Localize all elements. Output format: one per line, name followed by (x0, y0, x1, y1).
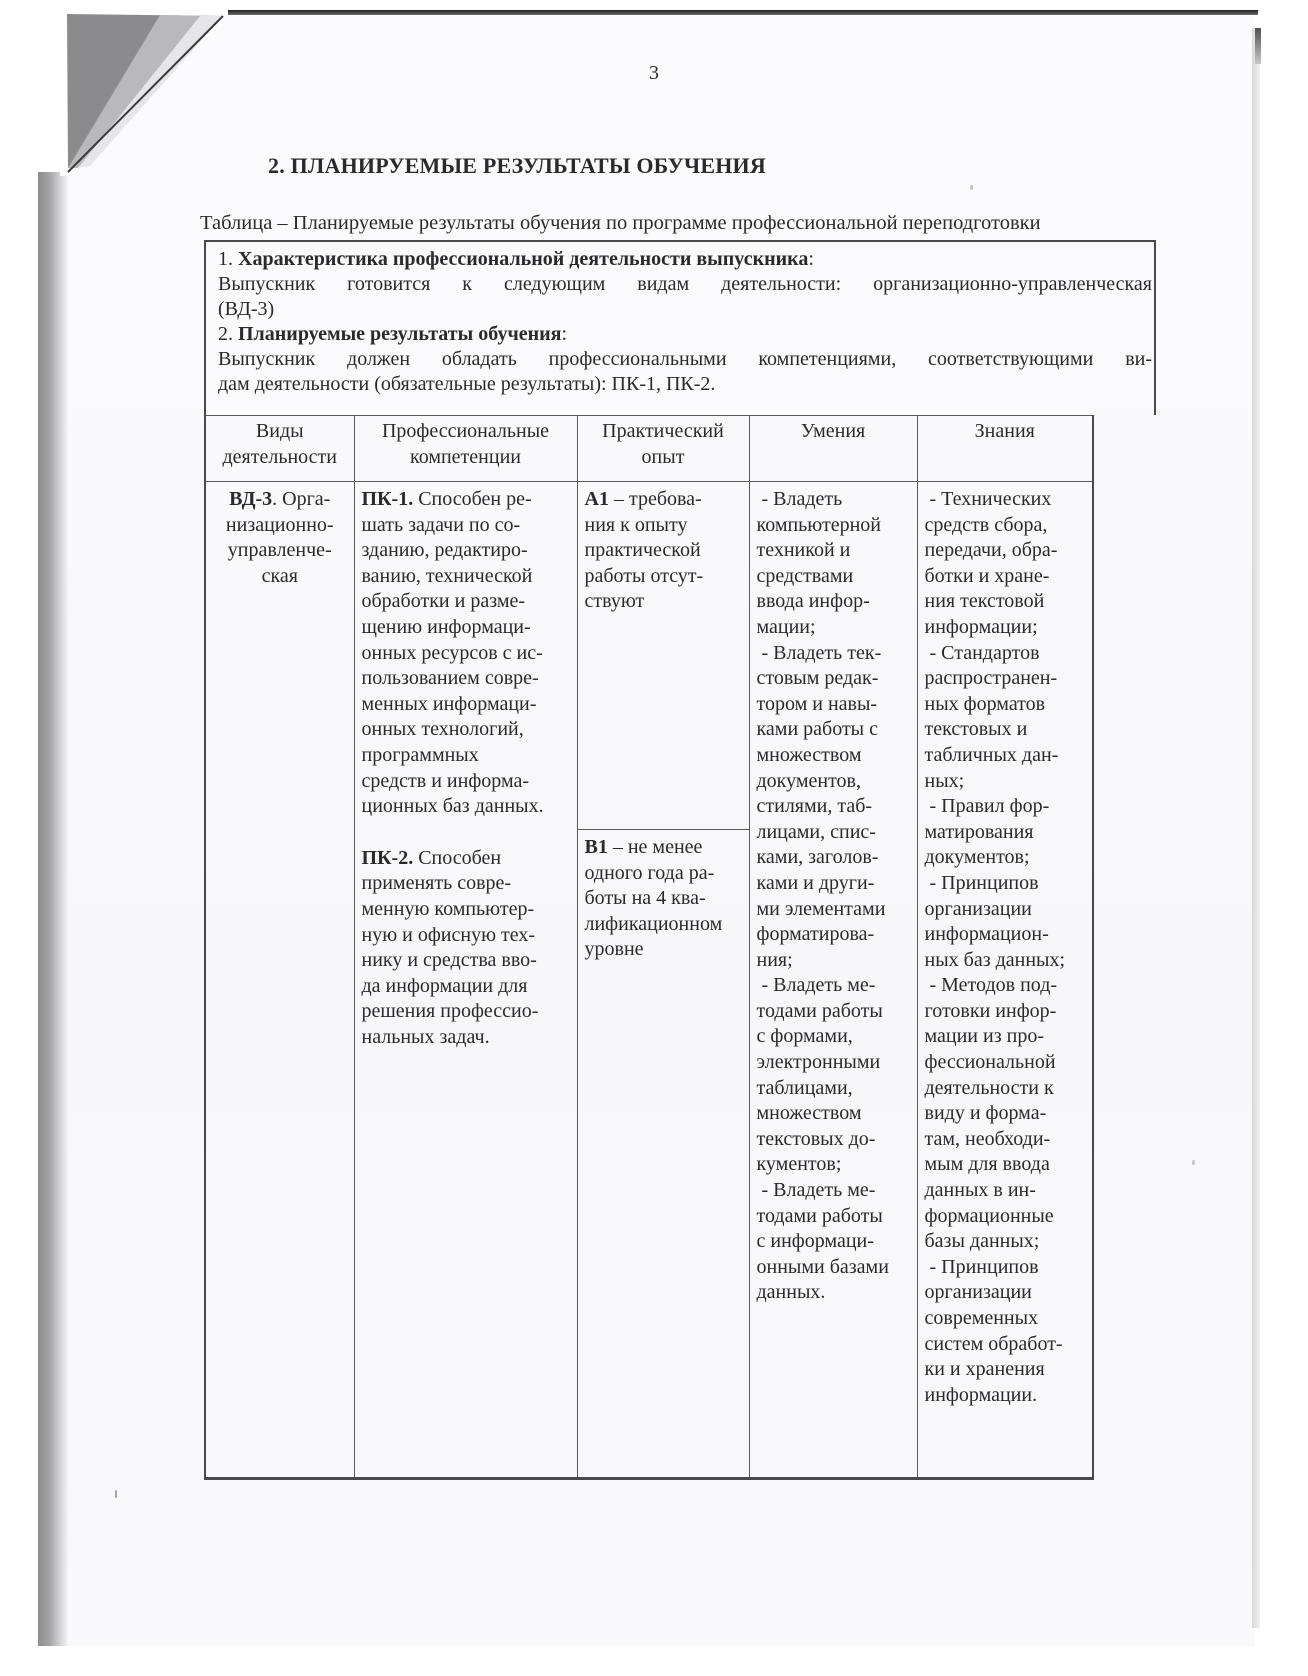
list-item-line: распространен- (924, 667, 1058, 690)
experience-a1 (578, 482, 749, 830)
list-item-line: документов, (756, 769, 862, 792)
list-item-line: мации; (756, 615, 816, 638)
header-text: Умения (800, 420, 866, 442)
skills-cell (749, 482, 917, 1479)
list-item-line: текстовых и (924, 718, 1028, 741)
intro-item-2-text-line-2: дам деятельности (обязательные результаты): ПК-1, ПК-2. (218, 373, 716, 395)
experience-cell (577, 482, 749, 1479)
page-number: 3 (649, 62, 659, 84)
intro-item-2-colon: : (561, 323, 568, 345)
list-item-line: - Принципов (924, 1255, 1039, 1278)
activity-text: . Орга- (272, 488, 331, 510)
list-item-line: данных. (756, 1281, 826, 1304)
entry-code: А1 (584, 488, 609, 510)
page-right-corner-shadow (1255, 28, 1261, 64)
list-item-line: информацион- (924, 923, 1049, 946)
header-professional-competencies (354, 416, 577, 482)
entry-text-line: менных информаци- (361, 692, 537, 715)
entry-text-line: работы отсут- (584, 564, 704, 587)
list-item-line: компьютерной (756, 513, 882, 536)
list-item-line: табличных дан- (924, 743, 1059, 766)
entry-text-line: да информации для (361, 974, 528, 997)
competency-pk2 (362, 846, 570, 1051)
entry-text-line: обработки и разме- (361, 590, 526, 613)
header-text: опыт (641, 445, 685, 468)
list-item-line: ками, заголов- (756, 846, 879, 869)
list-item-line: с формами, (756, 1025, 853, 1048)
activity-cell (205, 482, 354, 1479)
header-knowledge (917, 416, 1093, 482)
entry-text-line: пользованием совре- (361, 667, 539, 690)
intro-item-2-title: Планируемые результаты обучения (238, 323, 562, 345)
page-right-edge-shadow (1252, 28, 1260, 1628)
folded-corner-icon (60, 8, 232, 178)
header-activity-types (205, 416, 354, 482)
list-item-line: готовки инфор- (924, 999, 1057, 1022)
entry-first-line (362, 487, 570, 513)
list-item-line: таблицами, (756, 1076, 853, 1099)
entry-text-line: ванию, технической (361, 564, 533, 587)
list-item-line: формационные (924, 1204, 1054, 1227)
list-item-line: ками работы с (756, 718, 878, 741)
list-item-line: - Владеть тек- (756, 641, 882, 664)
list-item-line: текстовых до- (756, 1127, 876, 1150)
entry-text: – не менее (607, 836, 703, 858)
intro-item-2-number: 2. (218, 323, 238, 345)
intro-item-1-text-line-2: (ВД-3) (218, 298, 275, 320)
entry-text-line: практической (584, 539, 701, 562)
list-item-line: стовым редак- (756, 667, 879, 690)
header-text: Практический (602, 420, 724, 442)
list-item-line: ввода инфор- (756, 590, 870, 613)
intro-item-2-heading (218, 322, 1154, 347)
page-left-edge-shadow (38, 172, 68, 1646)
intro-item-2-text-line-1: Выпускник должен обладать профессиональными компетенциями, соответствующими ви- (218, 348, 1152, 370)
list-item-line: форматирова- (756, 923, 875, 946)
header-text: Знания (974, 420, 1035, 442)
entry-text-line: ционных баз данных. (361, 795, 544, 818)
header-text: Виды (255, 420, 304, 442)
list-item-line: - Стандартов (924, 641, 1040, 664)
section-heading: 2. ПЛАНИРУЕМЫЕ РЕЗУЛЬТАТЫ ОБУЧЕНИЯ (268, 153, 766, 178)
intro-item-1-number: 1. (218, 248, 238, 270)
list-item-line: - Владеть ме- (756, 974, 876, 997)
entry-text-line: нальных задач. (361, 1025, 490, 1048)
list-item-line: тором и навы- (756, 692, 878, 715)
list-item-line: фессиональной (924, 1051, 1056, 1074)
list-item-line: мым для ввода (924, 1153, 1050, 1176)
list-item-line: виду и форма- (924, 1102, 1047, 1125)
scan-speck (970, 185, 973, 190)
list-item-line: ных баз данных; (924, 948, 1066, 971)
entry-text-line: ствуют (584, 590, 645, 613)
header-text: деятельности (222, 445, 337, 468)
list-item-line: данных в ин- (924, 1179, 1036, 1202)
scan-speck (115, 1490, 117, 1498)
entry-text-line: боты на 4 ква- (584, 887, 706, 910)
entry-text-line: средств и информа- (361, 769, 530, 792)
list-item-line: документов; (924, 846, 1030, 869)
entry-text-line: ния к опыту (584, 513, 688, 536)
list-item-line: средствами (756, 564, 854, 587)
list-item-line: ки и хранения (924, 1358, 1045, 1381)
entry-text-line: лификационном (584, 912, 723, 935)
list-item-line: тодами работы (756, 999, 883, 1022)
entry-text-line: одного года ра- (584, 861, 715, 884)
list-item-line: тодами работы (756, 1204, 883, 1227)
knowledge-list (925, 487, 1086, 1408)
list-item-line: - Методов под- (924, 974, 1058, 997)
list-item-line: современных (924, 1307, 1039, 1329)
knowledge-cell (917, 482, 1093, 1479)
table-intro-cell (204, 240, 1156, 415)
list-item-line: - Технических (924, 488, 1052, 510)
list-item-line: с информаци- (756, 1230, 874, 1253)
intro-item-1-colon: : (808, 248, 814, 270)
list-item-line: стилями, таб- (756, 795, 873, 818)
learning-outcomes-table (204, 415, 1094, 1480)
list-item-line: - Владеть (756, 488, 843, 510)
entry-first-line (362, 846, 570, 872)
header-skills (749, 416, 917, 482)
scan-speck (1192, 1160, 1195, 1165)
entry-first-line (585, 487, 742, 513)
list-item-line: базы данных; (924, 1230, 1040, 1253)
entry-text-line: нику и средства вво- (361, 949, 537, 972)
entry-code: В1 (584, 836, 608, 858)
page-top-edge-shadow (228, 10, 1258, 15)
intro-item-1-heading (218, 247, 1154, 272)
list-item-line: информации; (924, 615, 1038, 638)
list-item-line: информации. (924, 1383, 1038, 1406)
competency-pk1 (362, 487, 570, 820)
list-item-line: ных; (924, 769, 965, 792)
list-item-line: - Принципов (924, 871, 1039, 894)
entry-text-line: применять совре- (361, 872, 512, 895)
header-practical-experience (577, 416, 749, 482)
entry-code: ПК-1. (361, 488, 414, 510)
entry-text-line: онных технологий, (361, 718, 524, 741)
entry-text-line: зданию, редактиро- (361, 539, 528, 562)
experience-b1 (578, 830, 749, 963)
list-item-line: там, необходи- (924, 1127, 1051, 1150)
entry-text-line: онных ресурсов с ис- (361, 641, 543, 664)
list-item-line: ния текстовой (924, 590, 1045, 613)
list-item-line: - Владеть ме- (756, 1179, 876, 1202)
header-text: компетенции (410, 445, 521, 468)
list-item-line: передачи, обра- (924, 539, 1058, 562)
list-item-line: кументов; (756, 1153, 842, 1176)
activity-first-line (213, 487, 347, 513)
entry-text-line: щению информаци- (361, 615, 531, 638)
entry-text: Способен ре- (413, 488, 532, 510)
list-item-line: техникой и (756, 539, 851, 562)
list-item-line: ных форматов (924, 692, 1046, 715)
competencies-cell (354, 482, 577, 1479)
list-item-line: - Правил фор- (924, 795, 1050, 818)
list-item-line: ния; (756, 948, 793, 971)
activity-text: управленче- (227, 539, 332, 562)
activity-text: низационно- (225, 513, 334, 536)
list-item-line: множеством (756, 743, 862, 766)
entry-code: ПК-2. (361, 846, 414, 869)
entry-text-line: менную компьютер- (361, 897, 535, 920)
list-item-line: ми элементами (756, 897, 886, 920)
list-item-line: матирования (924, 820, 1034, 843)
list-item-line: лицами, спис- (756, 820, 876, 843)
list-item-line: электронными (756, 1051, 881, 1074)
list-item-line: ботки и хране- (924, 564, 1050, 587)
list-item-line: средств сбора, (924, 513, 1048, 536)
table-caption: Таблица – Планируемые результаты обучения по программе профессиональной переподготовки (200, 212, 1041, 234)
list-item-line: организации (924, 897, 1032, 920)
entry-text-line: шать задачи по со- (361, 513, 521, 536)
list-item-line: систем обработ- (924, 1332, 1063, 1355)
skills-list (757, 487, 910, 1306)
list-item-line: множеством (756, 1102, 862, 1125)
entry-text-line: уровне (584, 938, 644, 961)
entry-text: – требова- (608, 488, 702, 510)
table-row (205, 482, 1093, 1479)
entry-text-line: программных (361, 743, 479, 766)
activity-code: ВД-3 (229, 488, 273, 510)
list-item-line: мации из про- (924, 1025, 1044, 1048)
entry-text-line: ную и офисную тех- (361, 923, 536, 946)
list-item-line: онными базами (756, 1255, 889, 1278)
intro-item-1-text-line-1: Выпускник готовится к следующим видам деятельности: организационно-управленческая (218, 273, 1152, 295)
activity-text: ская (261, 564, 298, 587)
entry-text: Способен (413, 846, 502, 869)
table-header-row (205, 416, 1093, 482)
entry-text-line: решения профессио- (361, 1000, 539, 1023)
spacer (362, 820, 570, 846)
header-text: Профессиональные (381, 420, 550, 442)
entry-first-line (585, 835, 742, 861)
list-item-line: ками и други- (756, 871, 875, 894)
intro-item-1-title: Характеристика профессиональной деятельности выпускника (238, 248, 809, 270)
list-item-line: деятельности к (924, 1076, 1054, 1099)
list-item-line: организации (924, 1281, 1032, 1304)
